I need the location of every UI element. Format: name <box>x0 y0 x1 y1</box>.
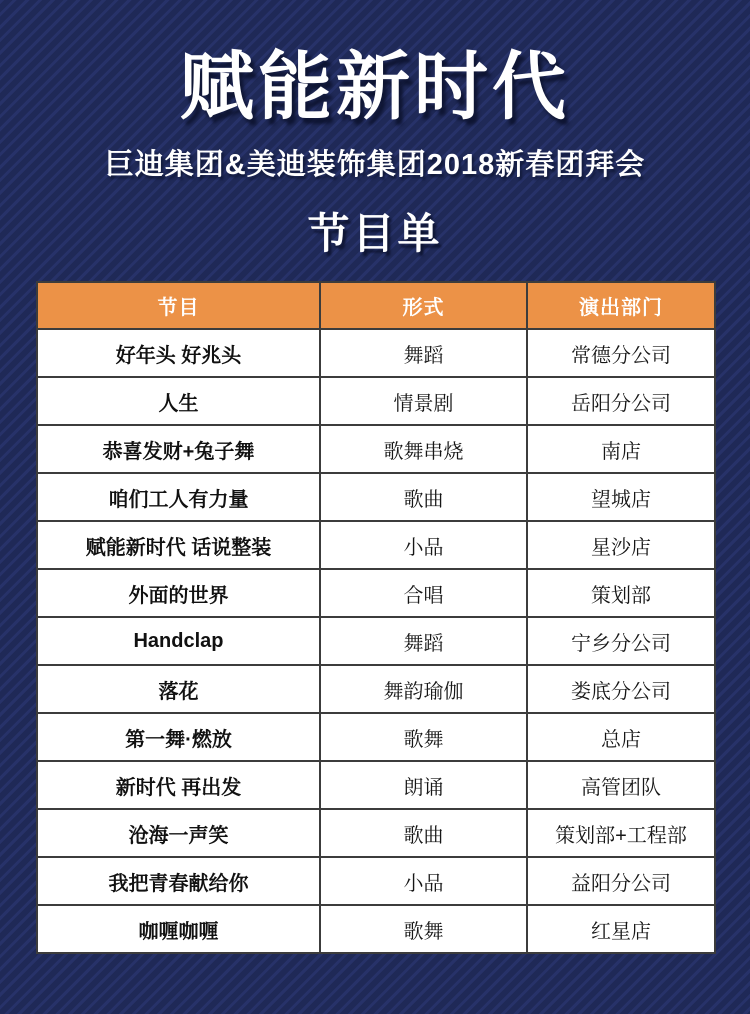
cell-department: 常德分公司 <box>527 329 715 377</box>
cell-format: 歌曲 <box>320 809 527 857</box>
cell-format: 情景剧 <box>320 377 527 425</box>
cell-department: 娄底分公司 <box>527 665 715 713</box>
cell-department: 红星店 <box>527 905 715 953</box>
cell-format: 合唱 <box>320 569 527 617</box>
table-row <box>37 857 715 905</box>
cell-program: 落花 <box>37 665 320 713</box>
cell-department: 南店 <box>527 425 715 473</box>
cell-program: 好年头 好兆头 <box>37 329 320 377</box>
table-row <box>37 569 715 617</box>
cell-program: 赋能新时代 话说整装 <box>37 521 320 569</box>
event-title: 赋能新时代 <box>180 45 570 128</box>
table-row <box>37 473 715 521</box>
cell-department: 益阳分公司 <box>527 857 715 905</box>
cell-program: 咖喱咖喱 <box>37 905 320 953</box>
cell-format: 歌舞 <box>320 905 527 953</box>
program-table-container <box>36 281 714 954</box>
cell-format: 朗诵 <box>320 761 527 809</box>
table-header-row <box>37 282 715 329</box>
cell-department: 宁乡分公司 <box>527 617 715 665</box>
cell-department: 岳阳分公司 <box>527 377 715 425</box>
cell-program: 我把青春献给你 <box>37 857 320 905</box>
cell-format: 小品 <box>320 521 527 569</box>
header-cell-department: 演出部门 <box>527 282 715 329</box>
cell-department: 高管团队 <box>527 761 715 809</box>
cell-department: 总店 <box>527 713 715 761</box>
header-cell-program: 节目 <box>37 282 320 329</box>
event-subtitle: 巨迪集团&美迪装饰集团2018新春团拜会 <box>104 148 646 181</box>
cell-format: 舞蹈 <box>320 617 527 665</box>
header-cell-format: 形式 <box>320 282 527 329</box>
program-table <box>36 281 716 954</box>
cell-format: 舞蹈 <box>320 329 527 377</box>
table-row <box>37 521 715 569</box>
cell-program: Handclap <box>37 617 320 665</box>
cell-program: 人生 <box>37 377 320 425</box>
table-row <box>37 713 715 761</box>
cell-format: 小品 <box>320 857 527 905</box>
cell-program: 新时代 再出发 <box>37 761 320 809</box>
cell-program: 恭喜发财+兔子舞 <box>37 425 320 473</box>
cell-department: 策划部 <box>527 569 715 617</box>
cell-program: 第一舞·燃放 <box>37 713 320 761</box>
cell-format: 舞韵瑜伽 <box>320 665 527 713</box>
table-row <box>37 425 715 473</box>
poster-header <box>0 0 750 261</box>
table-row <box>37 617 715 665</box>
cell-program: 沧海一声笑 <box>37 809 320 857</box>
table-row <box>37 665 715 713</box>
program-list-title: 节目单 <box>307 209 443 257</box>
table-row <box>37 329 715 377</box>
cell-format: 歌舞串烧 <box>320 425 527 473</box>
cell-department: 望城店 <box>527 473 715 521</box>
cell-program: 咱们工人有力量 <box>37 473 320 521</box>
table-row <box>37 809 715 857</box>
table-row <box>37 905 715 953</box>
cell-format: 歌曲 <box>320 473 527 521</box>
cell-format: 歌舞 <box>320 713 527 761</box>
table-row <box>37 377 715 425</box>
cell-department: 星沙店 <box>527 521 715 569</box>
cell-program: 外面的世界 <box>37 569 320 617</box>
cell-department: 策划部+工程部 <box>527 809 715 857</box>
table-row <box>37 761 715 809</box>
